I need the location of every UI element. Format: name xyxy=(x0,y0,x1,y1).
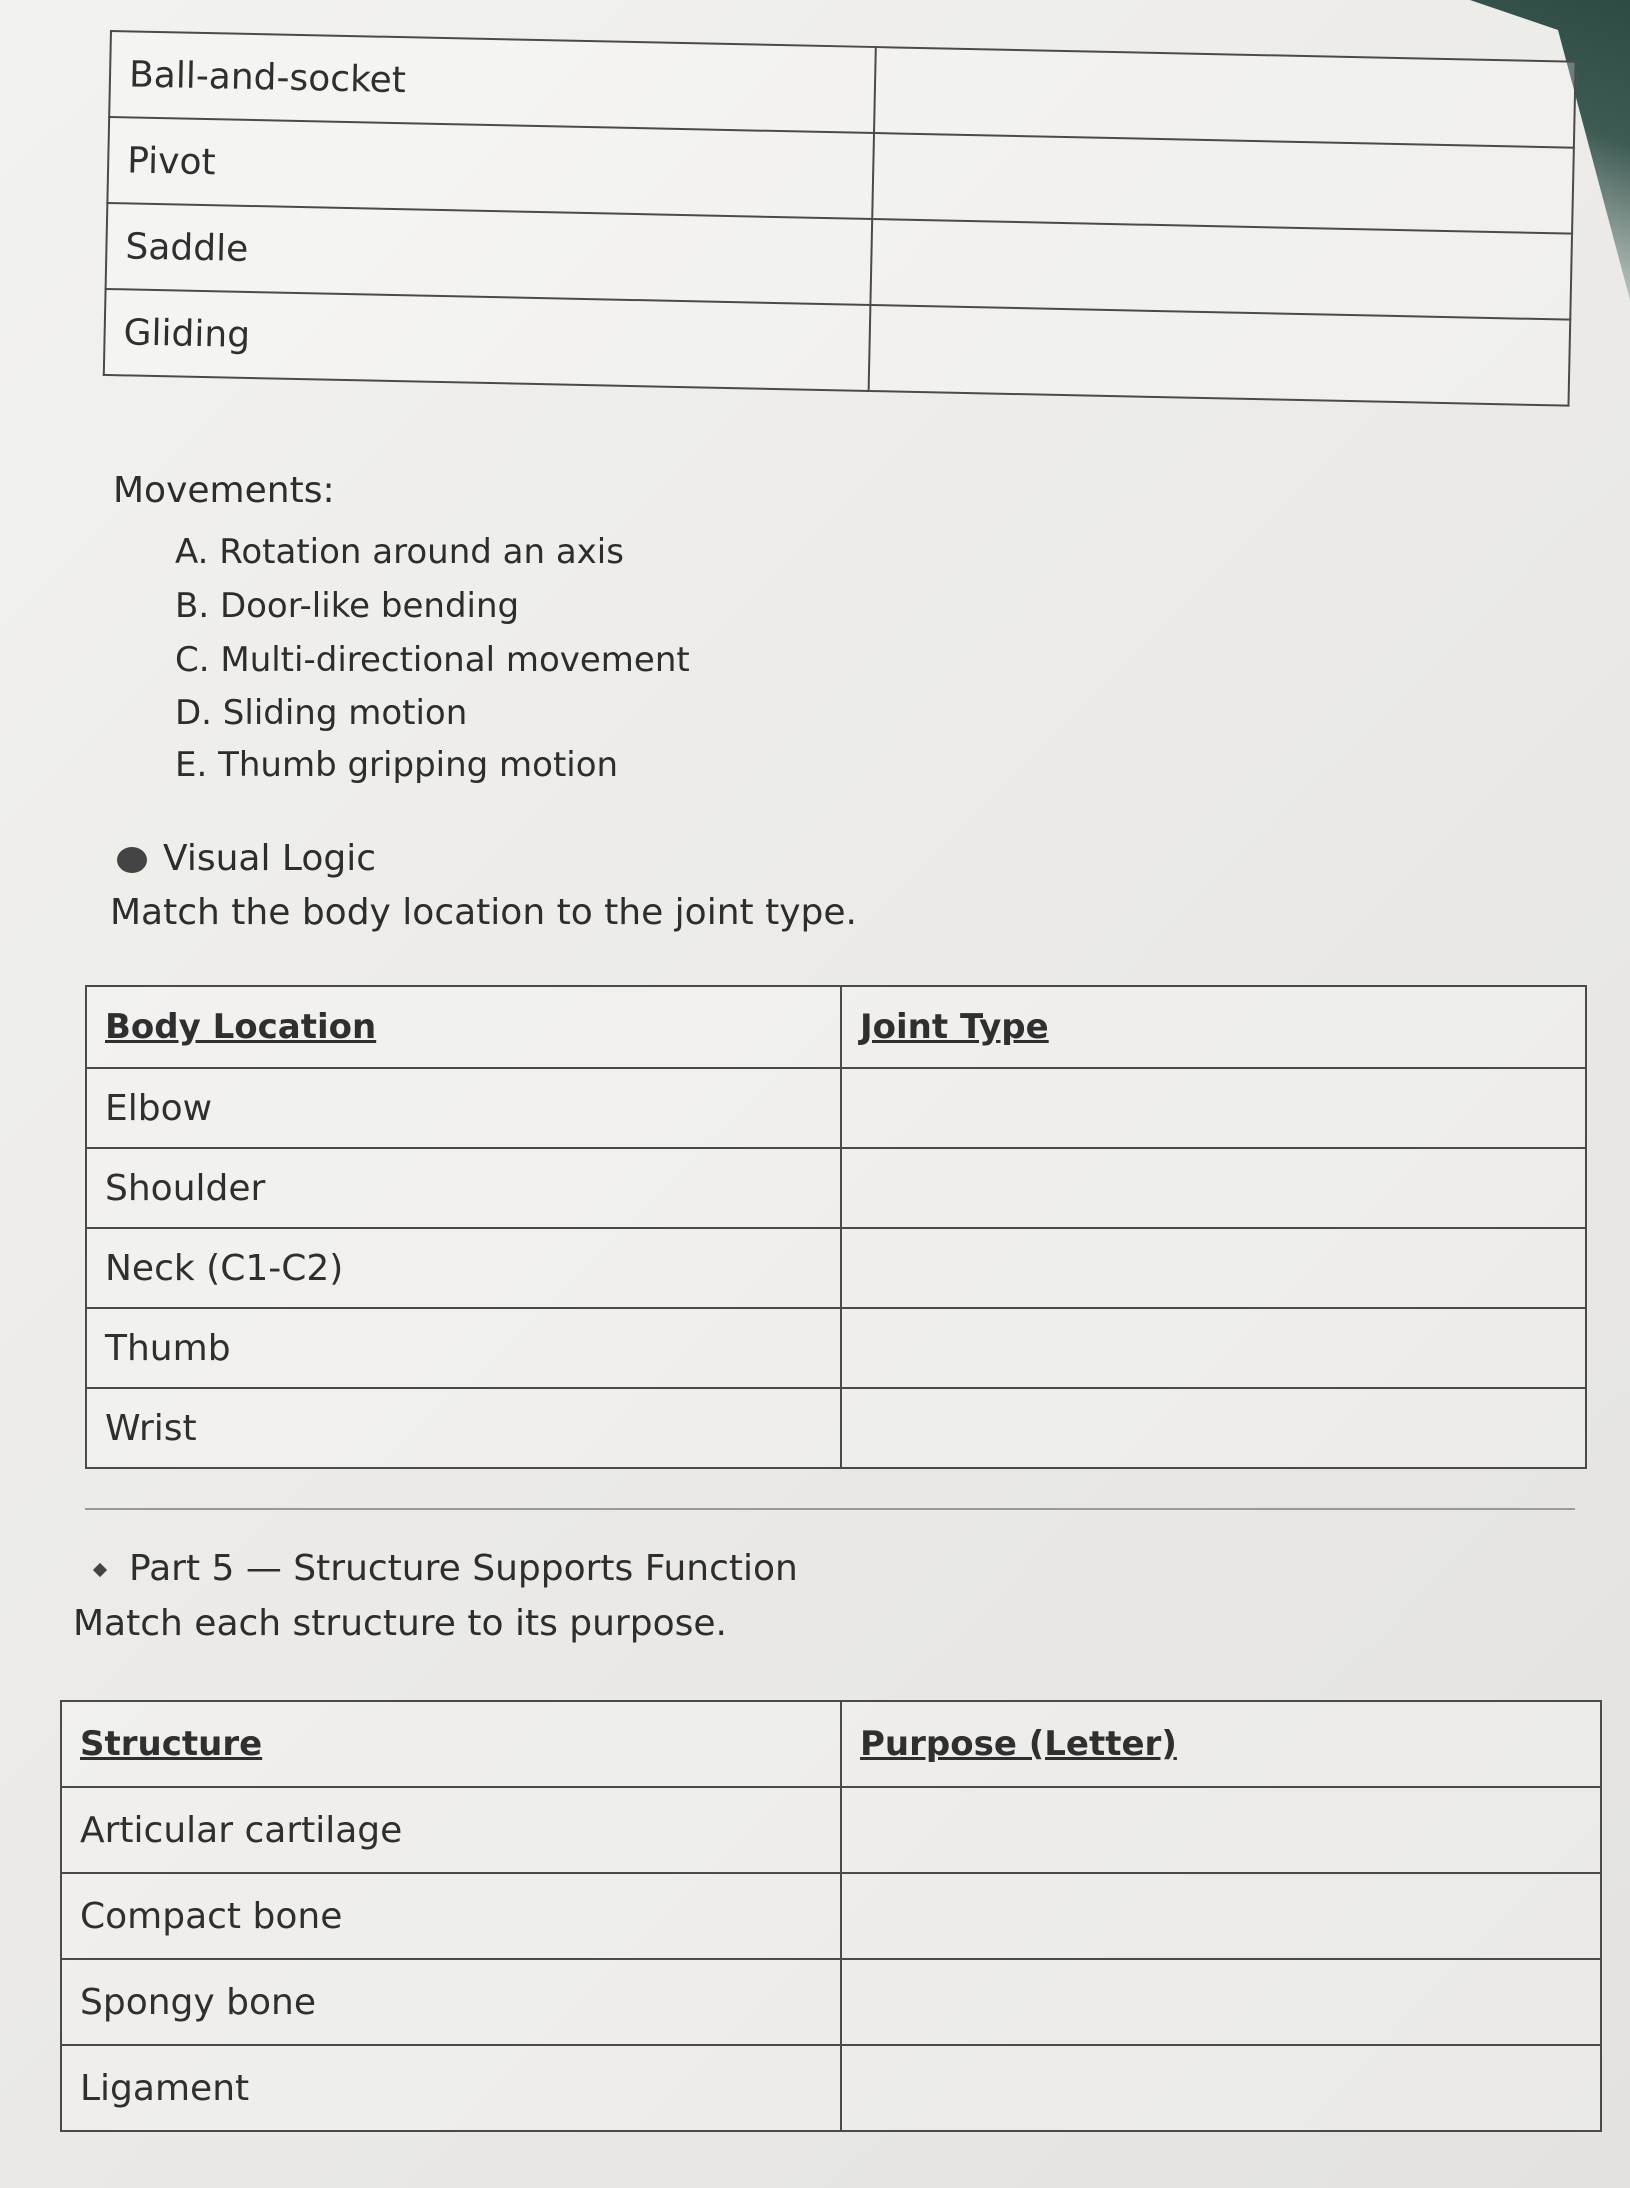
movement-item: C. Multi-directional movement xyxy=(175,640,690,680)
answer-cell[interactable] xyxy=(872,133,1574,234)
visual-logic-instruction: Match the body location to the joint type. xyxy=(110,892,857,933)
part5-heading-text: Part 5 — Structure Supports Function xyxy=(129,1548,798,1589)
answer-cell[interactable] xyxy=(841,1228,1586,1308)
column-header: Body Location xyxy=(86,986,841,1068)
answer-cell[interactable] xyxy=(841,1787,1601,1873)
structure-table xyxy=(60,1700,1602,2132)
joint-cell: Ball-and-socket xyxy=(109,31,876,133)
header-row xyxy=(86,986,1586,1068)
table-row xyxy=(61,1959,1601,2045)
structure-cell: Ligament xyxy=(61,2045,841,2131)
body-location-cell: Neck (C1-C2) xyxy=(86,1228,841,1308)
movement-item: D. Sliding motion xyxy=(175,693,468,733)
table-row xyxy=(61,2045,1601,2131)
section-divider xyxy=(85,1508,1575,1510)
body-location-cell: Elbow xyxy=(86,1068,841,1148)
answer-cell[interactable] xyxy=(841,1959,1601,2045)
answer-cell[interactable] xyxy=(841,2045,1601,2131)
answer-cell[interactable] xyxy=(869,305,1571,406)
header-row xyxy=(61,1701,1601,1787)
body-location-table xyxy=(85,985,1587,1469)
joint-cell: Pivot xyxy=(107,117,874,219)
part5-heading xyxy=(95,1548,798,1589)
column-header: Joint Type xyxy=(841,986,1586,1068)
answer-cell[interactable] xyxy=(841,1308,1586,1388)
structure-cell: Articular cartilage xyxy=(61,1787,841,1873)
answer-cell[interactable] xyxy=(870,219,1572,320)
answer-cell[interactable] xyxy=(841,1068,1586,1148)
joint-cell: Saddle xyxy=(106,203,873,305)
visual-logic-heading xyxy=(117,838,376,879)
table-row xyxy=(86,1068,1586,1148)
structure-cell: Compact bone xyxy=(61,1873,841,1959)
joint-types-table xyxy=(103,30,1577,407)
body-location-cell: Thumb xyxy=(86,1308,841,1388)
table-row xyxy=(86,1388,1586,1468)
movement-item: B. Door-like bending xyxy=(175,586,520,626)
table-row xyxy=(61,1873,1601,1959)
table-row xyxy=(61,1787,1601,1873)
structure-cell: Spongy bone xyxy=(61,1959,841,2045)
answer-cell[interactable] xyxy=(841,1388,1586,1468)
bullet-icon xyxy=(117,847,147,873)
visual-logic-heading-text: Visual Logic xyxy=(163,838,377,879)
table-row xyxy=(86,1148,1586,1228)
body-location-cell: Wrist xyxy=(86,1388,841,1468)
diamond-bullet-icon xyxy=(93,1563,107,1577)
table-row xyxy=(86,1228,1586,1308)
answer-cell[interactable] xyxy=(874,47,1576,148)
body-location-cell: Shoulder xyxy=(86,1148,841,1228)
movements-title: Movements: xyxy=(113,470,335,511)
part5-instruction: Match each structure to its purpose. xyxy=(73,1603,727,1644)
movement-item: A. Rotation around an axis xyxy=(175,532,624,572)
column-header: Structure xyxy=(61,1701,841,1787)
joint-cell: Gliding xyxy=(104,289,871,391)
movement-item: E. Thumb gripping motion xyxy=(175,745,619,785)
answer-cell[interactable] xyxy=(841,1873,1601,1959)
answer-cell[interactable] xyxy=(841,1148,1586,1228)
column-header: Purpose (Letter) xyxy=(841,1701,1601,1787)
table-row xyxy=(86,1308,1586,1388)
